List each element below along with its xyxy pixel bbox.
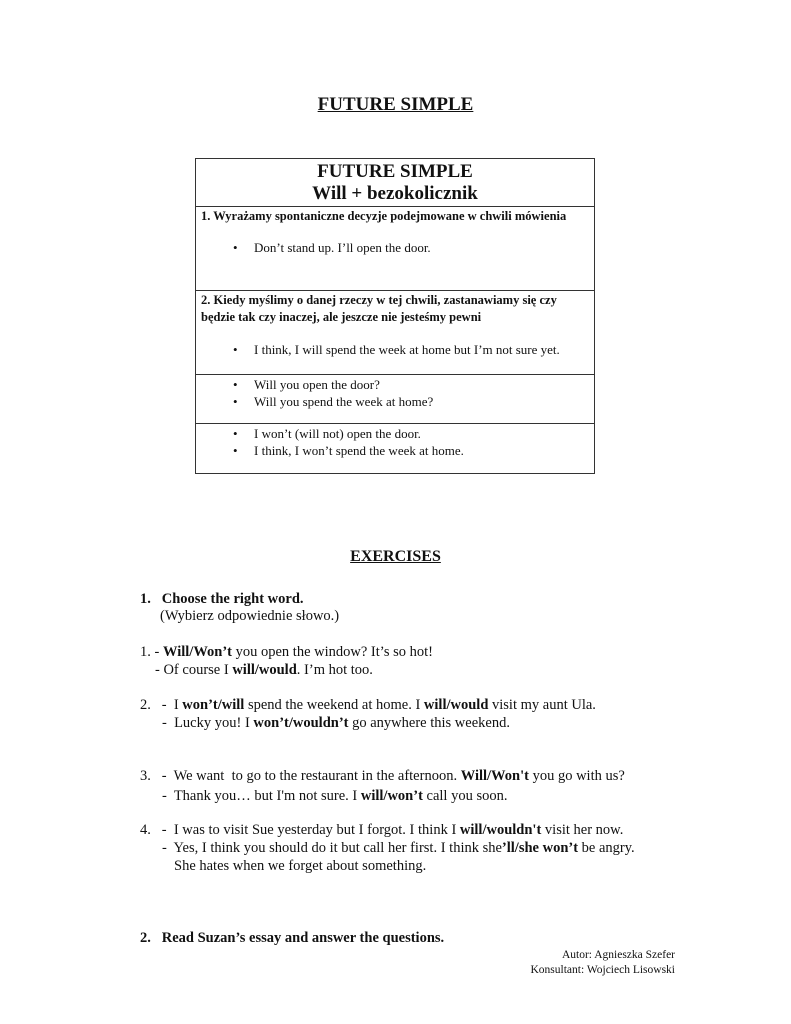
exercise-line bbox=[162, 787, 507, 805]
exercise-line bbox=[155, 661, 373, 679]
footer-author: Autor: Agnieszka Szefer bbox=[561, 949, 675, 961]
table-section-1 bbox=[196, 207, 594, 291]
section-1-title: 1. Wyrażamy spontaniczne decyzje podejmowane w chwili mówienia bbox=[201, 209, 567, 223]
line-text: you go with us? bbox=[528, 768, 625, 784]
line-text: call you soon. bbox=[422, 788, 508, 804]
exercise-line bbox=[140, 821, 623, 839]
exercise-line bbox=[162, 714, 510, 732]
table-header-formula: Will + bezokolicznik bbox=[312, 183, 478, 204]
list-item: • I think, I won’t spend the week at home. bbox=[201, 442, 589, 459]
choice-words: will/wouldn't bbox=[459, 822, 542, 838]
line-text: visit my aunt Ula. bbox=[488, 697, 596, 713]
choice-words: will/would bbox=[232, 662, 297, 678]
exercise-1-heading: 1. Choose the right word. bbox=[140, 591, 304, 607]
line-text: visit her now. bbox=[541, 822, 624, 838]
footer-consultant: Konsultant: Wojciech Lisowski bbox=[530, 964, 675, 976]
section-2-title: 2. Kiedy myślimy o danej rzeczy w tej chwili, zastanawiamy się czy będzie tak czy inaczej, ale jeszcze nie jesteśmy pewni bbox=[201, 293, 557, 324]
line-text: 3. - We want to go to the restaurant in the afternoon. bbox=[140, 768, 461, 784]
exercise-line bbox=[140, 696, 596, 714]
choice-words: ’ll/she won’t bbox=[501, 840, 579, 856]
line-text: spend the weekend at home. I bbox=[244, 697, 424, 713]
table-section-2 bbox=[196, 291, 594, 375]
table-section-questions bbox=[196, 375, 594, 424]
line-text: go anywhere this weekend. bbox=[348, 715, 510, 731]
choice-words: won’t/will bbox=[182, 697, 245, 713]
line-text: - Thank you… but I'm not sure. I bbox=[162, 788, 361, 804]
line-text: . I’m hot too. bbox=[296, 662, 373, 678]
list-item: • Will you spend the week at home? bbox=[201, 393, 589, 410]
exercises-title: EXERCISES bbox=[350, 548, 441, 565]
line-text: you open the window? It’s so hot! bbox=[232, 644, 433, 660]
choice-words: won’t/wouldn’t bbox=[253, 715, 349, 731]
line-text: 4. - I was to visit Sue yesterday but I forgot. I think I bbox=[140, 822, 460, 838]
exercise-2-heading: 2. Read Suzan’s essay and answer the questions. bbox=[140, 930, 445, 946]
line-text: be angry. bbox=[578, 840, 635, 856]
choice-words: Will/Won't bbox=[460, 768, 529, 784]
line-text: - Of course I bbox=[155, 662, 233, 678]
exercise-line bbox=[140, 767, 625, 785]
exercise-line bbox=[140, 643, 433, 661]
table-header-title: FUTURE SIMPLE bbox=[317, 161, 473, 182]
choice-words: will/would bbox=[423, 697, 489, 713]
line-text: - Lucky you! I bbox=[162, 715, 254, 731]
list-item: • Don’t stand up. I’ll open the door. bbox=[201, 239, 589, 256]
choice-words: will/won’t bbox=[360, 788, 423, 804]
list-item: • I won’t (will not) open the door. bbox=[201, 425, 589, 442]
exercise-line: She hates when we forget about something. bbox=[174, 858, 427, 874]
page-title: FUTURE SIMPLE bbox=[317, 94, 474, 115]
line-text: 2. - I bbox=[140, 697, 183, 713]
table-header bbox=[196, 159, 594, 207]
list-item: • Will you open the door? bbox=[201, 376, 589, 393]
grammar-table bbox=[195, 158, 595, 474]
line-text: - Yes, I think you should do it but call her first. I think she bbox=[162, 840, 502, 856]
line-text: 1. - bbox=[140, 644, 163, 660]
exercise-line bbox=[162, 839, 635, 857]
choice-words: Will/Won’t bbox=[162, 644, 232, 660]
list-item: • I think, I will spend the week at home but I’m not sure yet. bbox=[201, 341, 589, 358]
table-section-negatives bbox=[196, 424, 594, 473]
exercise-1-subheading: (Wybierz odpowiednie słowo.) bbox=[160, 608, 340, 624]
